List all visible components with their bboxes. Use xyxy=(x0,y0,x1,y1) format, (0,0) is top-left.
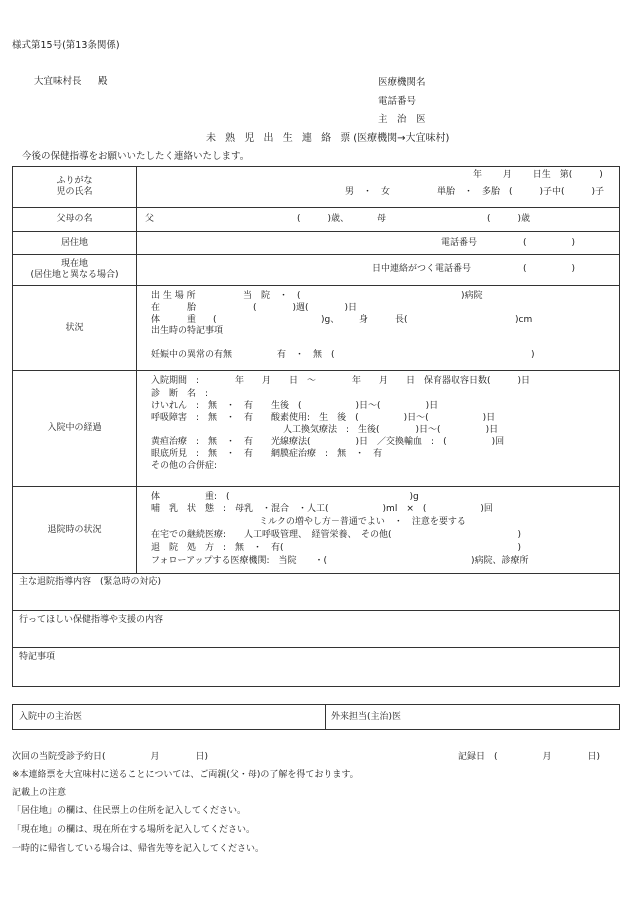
label-residence: 居住地 xyxy=(13,232,137,255)
note-temporary-return: 一時的に帰省している場合は、帰省先等を記入してください。 xyxy=(12,844,265,854)
row-discharge xyxy=(13,487,620,574)
current-location-label: 現在地 xyxy=(60,259,88,269)
admission-period: 入院期間 : 年 月 日 ～ 年 月 日 保育器収容日数( )日 xyxy=(151,376,531,386)
daytime-phone-blank: ( ) xyxy=(523,264,576,274)
residence-phone-label: 電話番号 xyxy=(441,238,478,248)
pregnancy-abnormality-options: 有 ・ 無 ( xyxy=(277,350,335,360)
next-visit-date: 次回の当院受診予約日( 月 日) xyxy=(12,752,209,762)
support-label: 行ってほしい保健指導や支援の内容 xyxy=(19,615,164,625)
row-child-name xyxy=(13,167,620,208)
father-label: 父 xyxy=(145,214,155,224)
daytime-phone-label: 日中連絡がつく電話番号 xyxy=(372,264,472,274)
honorific: 殿 xyxy=(98,76,108,87)
ventilation-line: 人工換気療法 : 生後( )日～( )日 xyxy=(283,425,499,435)
form-table xyxy=(12,166,620,687)
residence-phone-blank: ( ) xyxy=(523,238,576,248)
birthplace-options: 当 院 ・ ( xyxy=(243,291,301,301)
row-parents xyxy=(13,208,620,232)
pregnancy-abnormality-label: 妊娠中の異常の有無 xyxy=(151,350,233,360)
label-current-location xyxy=(13,255,137,286)
row-guidance xyxy=(13,574,620,611)
record-date: 記録日 ( 月 日) xyxy=(458,752,601,762)
parents-field[interactable] xyxy=(137,208,620,232)
support-field[interactable] xyxy=(13,611,620,648)
discharge-weight: 体 重: ( )g xyxy=(151,492,419,502)
page-title xyxy=(206,133,449,144)
outpatient-doctor-label[interactable]: 外来担当(主治)医 xyxy=(331,712,402,722)
label-child-name xyxy=(13,167,137,208)
title-sub: (医療機関→大宜味村) xyxy=(353,133,450,144)
doctor-label: 主 治 医 xyxy=(378,114,426,125)
fundus-line: 眼底所見 : 無 ・ 有 網膜症治療 : 無 ・ 有 xyxy=(151,449,383,459)
status-field[interactable] xyxy=(137,286,620,371)
child-name-field[interactable] xyxy=(137,167,620,208)
inpatient-doctor-label[interactable]: 入院中の主治医 xyxy=(19,712,83,722)
followup-institution: フォローアップする医療機関: 当院 ・( )病院、診療所 xyxy=(151,556,529,566)
mother-label: 母 xyxy=(377,214,387,224)
birth-length-unit: )cm xyxy=(515,315,533,325)
clinic-phone-label: 電話番号 xyxy=(378,96,417,107)
notes-label: 特記事項 xyxy=(19,652,56,662)
pregnancy-abnormality-close: ) xyxy=(531,350,535,360)
multiple-birth: 単胎 ・ 多胎 ( )子中( )子 xyxy=(437,187,605,197)
birthplace-label: 出 生 場 所 xyxy=(151,291,196,301)
doctor-box xyxy=(12,704,620,730)
mother-age: ( )歳 xyxy=(487,214,531,224)
birth-notes-label: 出生時の特記事項 xyxy=(151,326,224,336)
birthplace-hospital: )病院 xyxy=(461,291,483,301)
current-location-field[interactable] xyxy=(137,255,620,286)
row-notes xyxy=(13,648,620,687)
notes-title: 記載上の注意 xyxy=(12,788,67,798)
row-residence xyxy=(13,232,620,255)
birth-weight-label: 体 重 xyxy=(151,315,197,325)
hospital-course-field[interactable] xyxy=(137,371,620,487)
row-status xyxy=(13,286,620,371)
row-current-location xyxy=(13,255,620,286)
residence-field[interactable] xyxy=(137,232,620,255)
label-hospital-course: 入院中の経過 xyxy=(13,371,137,487)
child-name-label: 児の氏名 xyxy=(56,187,93,197)
doctor-box-divider xyxy=(325,705,326,729)
gender-options: 男 ・ 女 xyxy=(345,187,391,197)
feeding-status: 哺 乳 状 態 : 母乳 ・混合 ・人工( )ml × ( )回 xyxy=(151,504,493,514)
discharge-prescription: 退 院 処 方 : 無 ・ 有( ) xyxy=(151,543,522,553)
jaundice-line: 黄疸治療 : 無 ・ 有 光線療法( )日 ／交換輸血 : ( )回 xyxy=(151,437,505,447)
home-care: 在宅での継続医療: 人工呼吸管理、 経管栄養、 その他( ) xyxy=(151,530,522,540)
convulsion-line: けいれん : 無 ・ 有 生後 ( )日～( )日 xyxy=(151,401,439,411)
diagnosis-label: 診 断 名 : xyxy=(151,389,209,399)
clinic-name-label: 医療機関名 xyxy=(378,77,426,88)
addressee: 大宜味村長 xyxy=(34,76,82,87)
label-parents: 父母の名 xyxy=(13,208,137,232)
guidance-label: 主な退院指導内容 (緊急時の対応) xyxy=(19,577,162,587)
gestation-label: 在 胎 xyxy=(151,303,197,313)
current-location-note: (居住地と異なる場合) xyxy=(30,270,119,280)
label-discharge: 退院時の状況 xyxy=(13,487,137,574)
furigana-label: ふりがな xyxy=(56,176,93,186)
notes-field[interactable] xyxy=(13,648,620,687)
birth-date: 年 月 日生 第( ) xyxy=(473,170,603,180)
gestation-weeks-days: ( )週( )日 xyxy=(253,303,358,313)
row-support xyxy=(13,611,620,648)
row-hospital-course xyxy=(13,371,620,487)
consent-note: ※本連絡票を大宜味村に送ることについては、ご両親(父・母)の了解を得ております。 xyxy=(12,770,359,780)
guidance-field[interactable] xyxy=(13,574,620,611)
form-number: 様式第15号(第13条関係) xyxy=(12,40,120,51)
milk-increase: ミルクの増やし方－普通でよい ・ 注意を要する xyxy=(259,517,466,527)
note-current-location: 「現在地」の欄は、現在所在する場所を記入してください。 xyxy=(12,825,256,835)
title-main: 未 熟 児 出 生 連 絡 票 xyxy=(206,133,354,144)
father-age: ( )歳、 xyxy=(297,214,350,224)
birth-weight-unit: )g、 xyxy=(321,315,340,325)
other-complications-label: その他の合併症: xyxy=(151,461,218,471)
birth-weight-open: ( xyxy=(213,315,217,325)
respiratory-line: 呼吸障害 : 無 ・ 有 酸素使用: 生 後 ( )日～( )日 xyxy=(151,413,496,423)
label-status: 状況 xyxy=(13,286,137,371)
note-residence: 「居住地」の欄は、住民票上の住所を記入してください。 xyxy=(12,806,247,816)
birth-length-label: 身 長( xyxy=(359,315,408,325)
discharge-field[interactable] xyxy=(137,487,620,574)
intro-text: 今後の保健指導をお願いいたしたく連絡いたします。 xyxy=(22,151,250,162)
